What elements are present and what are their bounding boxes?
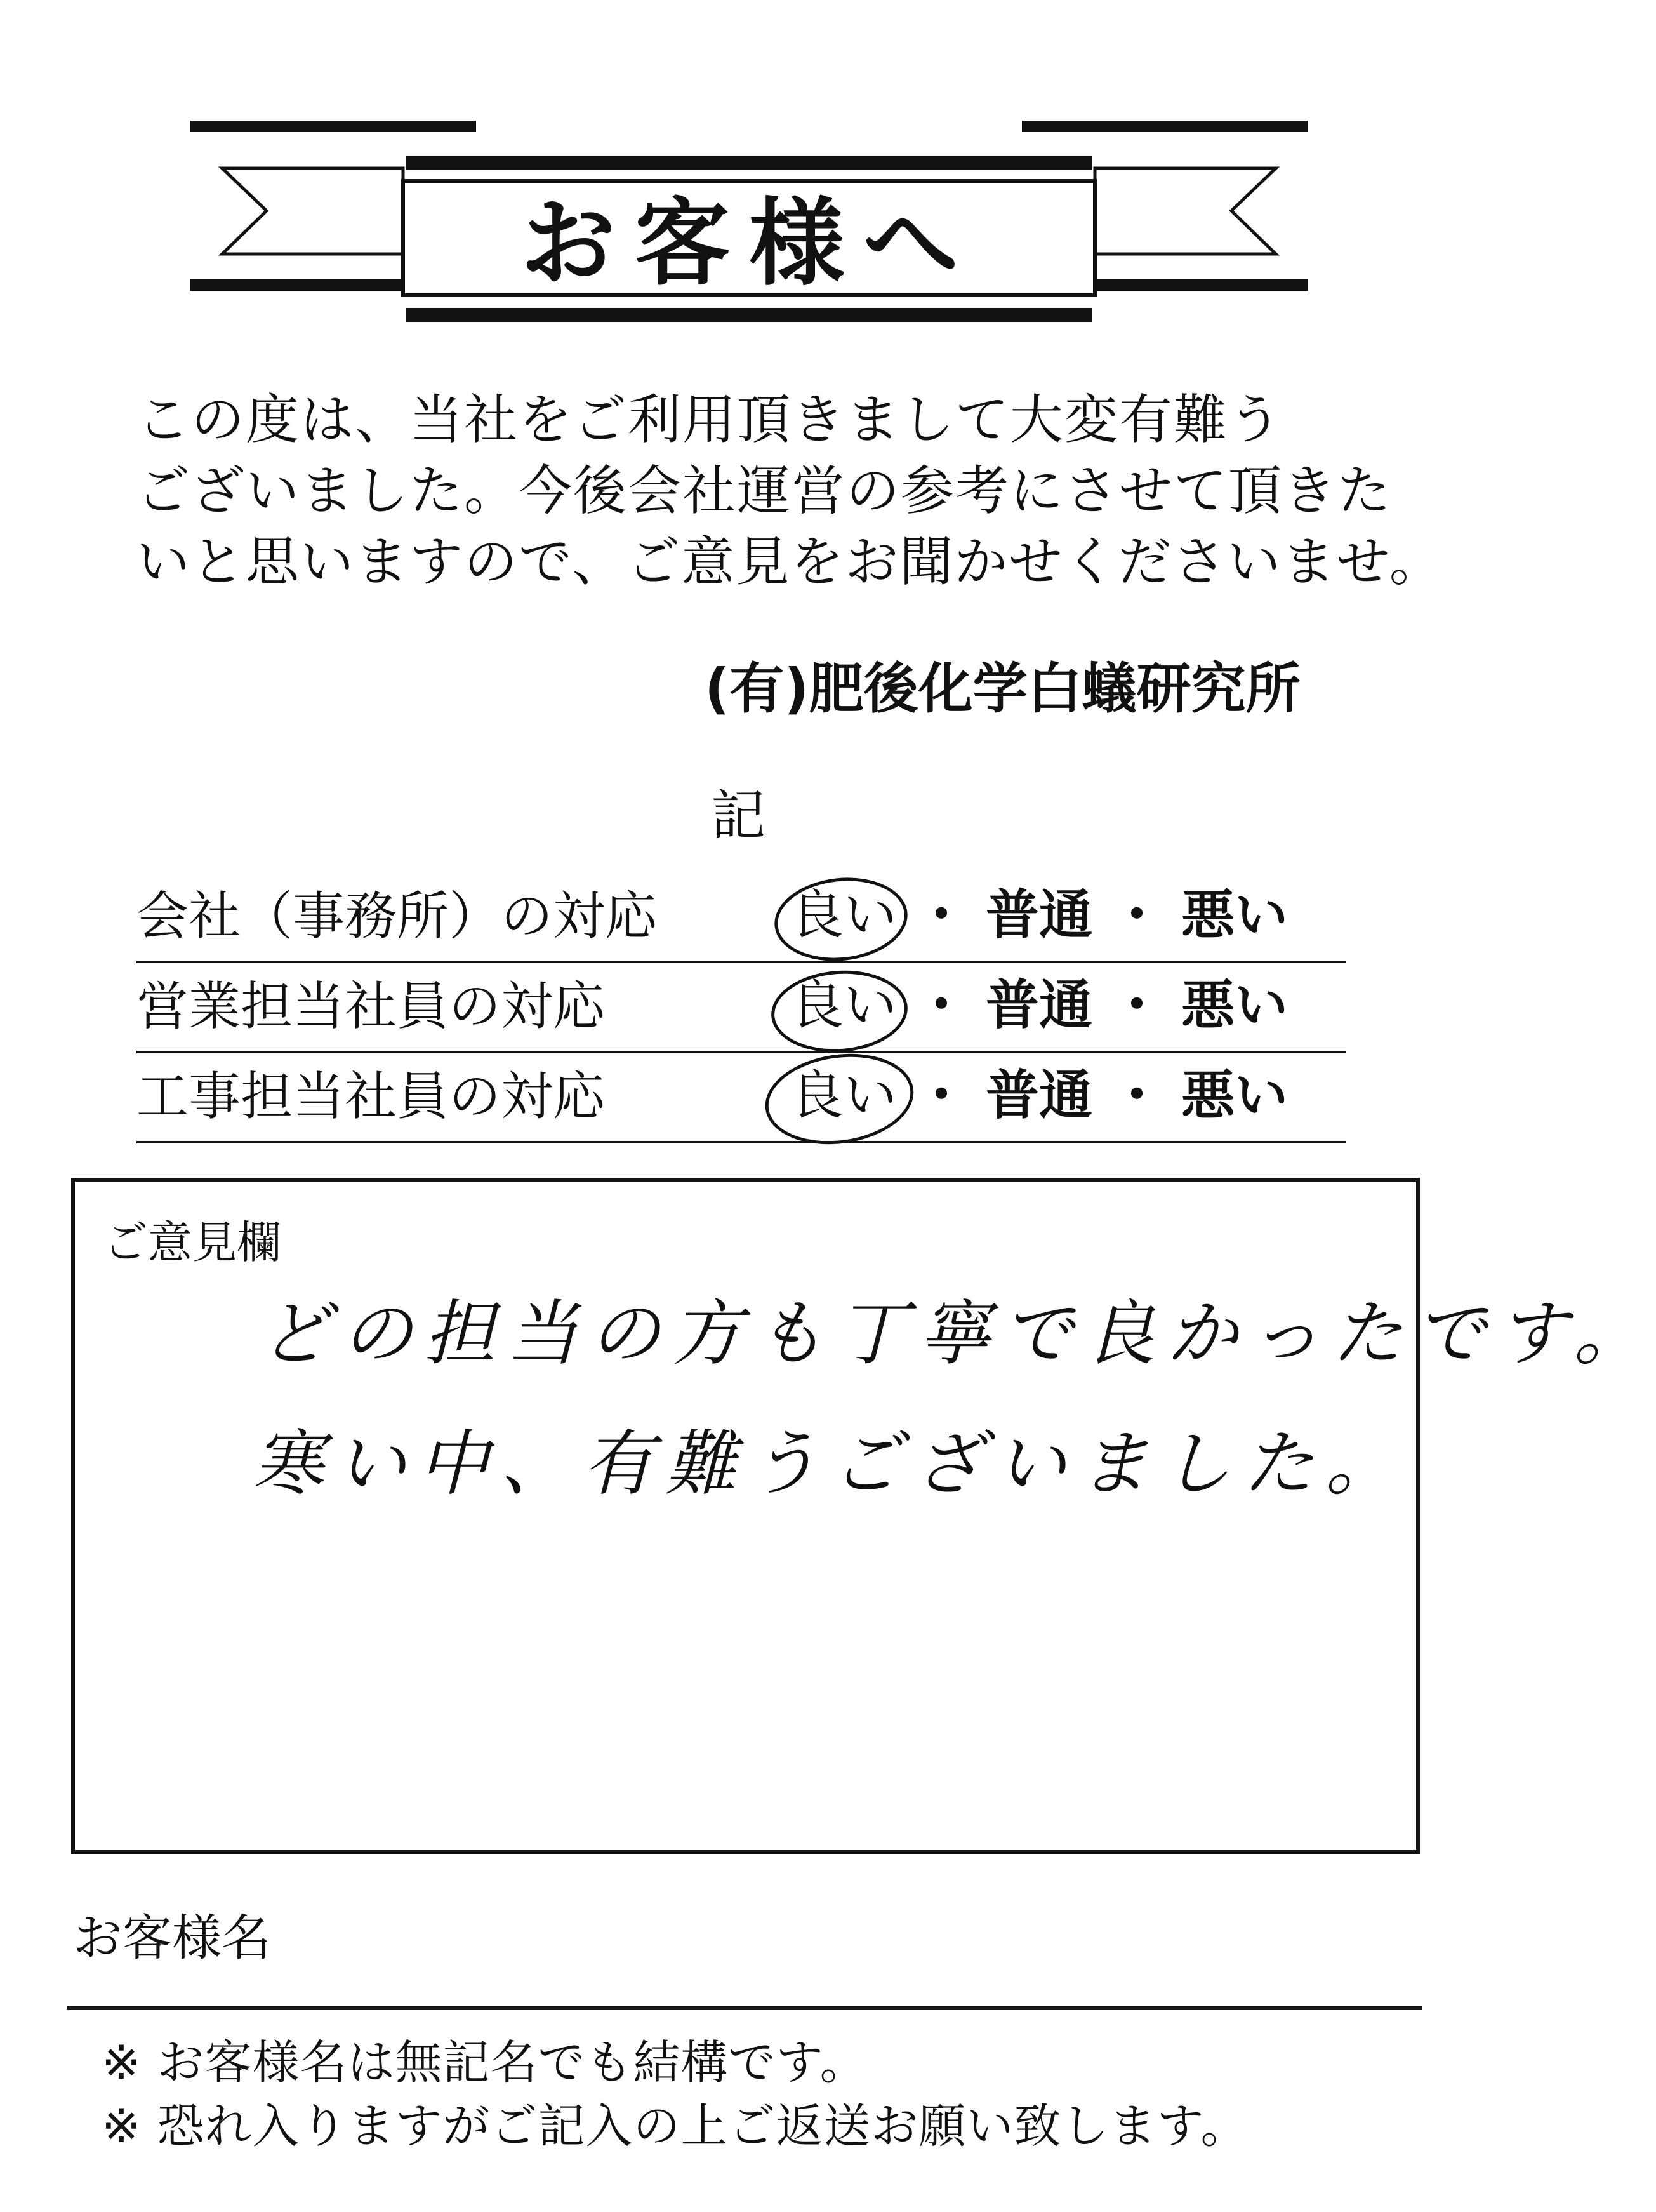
option-separator: ・ <box>1110 1064 1164 1126</box>
option-good[interactable]: 良い <box>790 884 898 946</box>
option-separator: ・ <box>915 974 969 1036</box>
option-separator: ・ <box>1110 974 1164 1036</box>
evaluation-row-company <box>136 873 1346 963</box>
evaluation-label: 工事担当社員の対応 <box>136 1067 606 1127</box>
intro-line: この度は、当社をご利用頂きまして大変有難う <box>136 389 1283 451</box>
ki-heading: 記 <box>711 784 765 848</box>
handwritten-comment-line: どの担当の方も丁寧で良かったです。 <box>259 1293 1656 1375</box>
opinion-label: ご意見欄 <box>103 1216 281 1269</box>
option-separator: ・ <box>915 1064 969 1126</box>
handwritten-comment-line: 寒い中、有難うございました。 <box>253 1423 1408 1505</box>
customer-name-underline <box>67 2006 1422 2010</box>
option-good[interactable]: 良い <box>790 974 898 1036</box>
option-good[interactable]: 良い <box>790 1064 898 1126</box>
option-normal[interactable]: 普通 <box>986 1064 1093 1126</box>
company-name: (有)肥後化学白蟻研究所 <box>705 657 1301 721</box>
option-bad[interactable]: 悪い <box>1181 884 1288 946</box>
option-normal[interactable]: 普通 <box>986 974 1093 1036</box>
intro-line: ございました。今後会社運営の参考にさせて頂きた <box>136 460 1393 522</box>
evaluation-row-sales <box>136 963 1346 1053</box>
intro-text <box>136 384 1444 597</box>
note-line: ※ 恐れ入りますがご記入の上ご返送お願い致します。 <box>102 2099 1249 2154</box>
row-underline <box>136 1141 1346 1143</box>
option-bad[interactable]: 悪い <box>1181 1064 1288 1126</box>
customer-name-label: お客様名 <box>73 1910 272 1967</box>
page-title: お客様へ <box>520 187 977 299</box>
intro-line: いと思いますので、ご意見をお聞かせくださいませ。 <box>136 531 1444 593</box>
customer-name-value[interactable] <box>292 1898 1371 1968</box>
option-separator: ・ <box>1110 884 1164 946</box>
evaluation-label: 営業担当社員の対応 <box>136 976 606 1037</box>
evaluation-label: 会社（事務所）の対応 <box>136 886 658 947</box>
option-bad[interactable]: 悪い <box>1181 974 1288 1036</box>
option-normal[interactable]: 普通 <box>986 884 1093 946</box>
evaluation-row-construction <box>136 1053 1346 1143</box>
opinion-box[interactable] <box>71 1178 1656 1854</box>
note-line: ※ お客様名は無記名でも結構です。 <box>102 2035 868 2090</box>
option-separator: ・ <box>915 884 969 946</box>
